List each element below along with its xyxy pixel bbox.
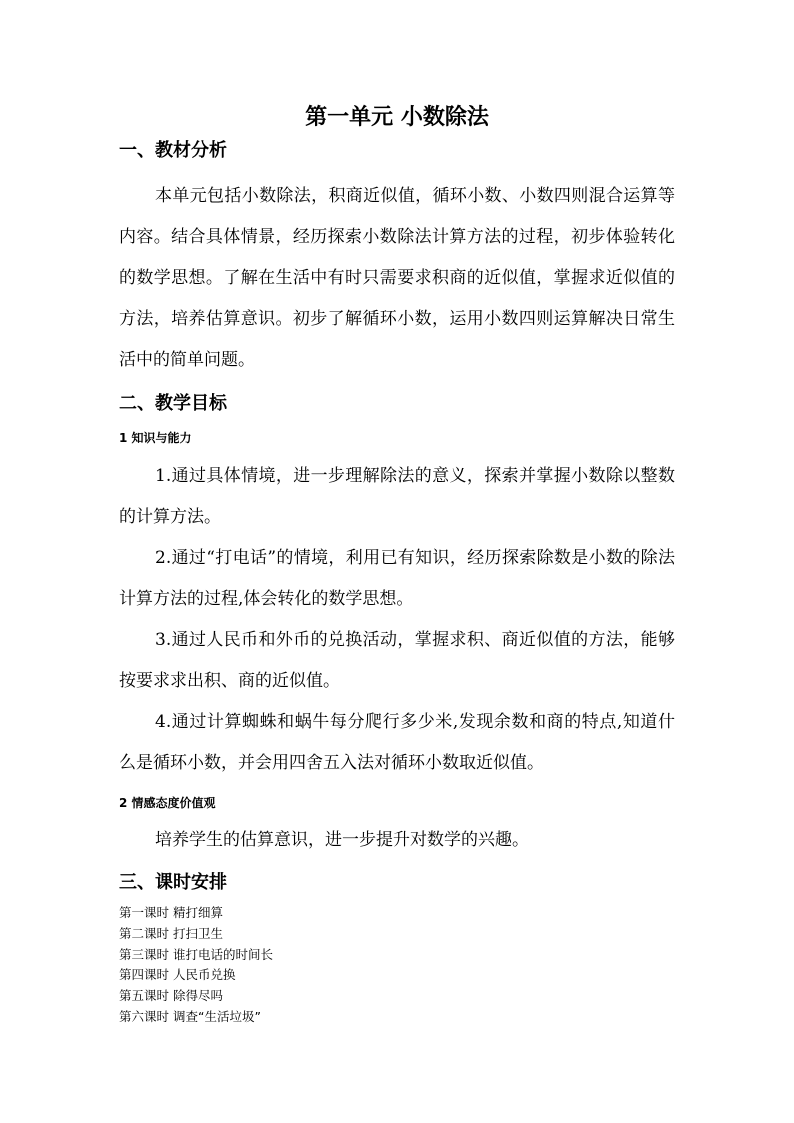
subheading-knowledge-ability: 1 知识与能力: [119, 431, 192, 445]
lesson-item: 第六课时 调查“生活垃圾”: [119, 1008, 261, 1024]
lesson-list: [119, 903, 273, 1028]
lesson-item: 第一课时 精打细算: [119, 905, 223, 920]
attitude-paragraph: 培养学生的估算意识，进一步提升对数学的兴趣。: [155, 830, 529, 850]
lesson-item: 第二课时 打扫卫生: [119, 925, 223, 941]
goal-item-3: 3.通过人民币和外币的兑换活动，掌握求积、商近似值的方法，能够按要求求出积、商的近似值。: [119, 630, 675, 691]
section-heading-analysis: 一、教材分析: [119, 140, 227, 161]
lesson-item: 第四课时 人民币兑换: [119, 967, 236, 983]
goal-item-4: 4.通过计算蜘蛛和蜗牛每分爬行多少米,发现余数和商的特点,知道什么是循环小数，并会用四舍五入法对循环小数取近似值。: [119, 712, 675, 773]
goal-item-2: 2.通过“打电话”的情境，利用已有知识，经历探索除数是小数的除法计算方法的过程,体会转化的数学思想。: [119, 548, 675, 609]
lesson-item: 第三课时 谁打电话的时间长: [119, 946, 273, 962]
page-title: 第一单元 小数除法: [305, 105, 489, 130]
section-heading-goals: 二、教学目标: [119, 393, 227, 414]
section-heading-schedule: 三、课时安排: [119, 872, 227, 893]
analysis-paragraph: 本单元包括小数除法，积商近似值，循环小数、小数四则混合运算等内容。结合具体情景，经历探索小数除法计算方法的过程，初步体验转化的数学思想。了解在生活中有时只需要求积商的近似值，掌握求近似值的方法，培养估算意识。初步了解循环小数，运用小数四则运算解决日常生活中的简单问题。: [119, 186, 675, 370]
subheading-attitude-values: 2 情感态度价值观: [119, 796, 216, 810]
goal-item-1: 1.通过具体情境，进一步理解除法的意义，探索并掌握小数除以整数的计算方法。: [119, 466, 675, 527]
lesson-item: 第五课时 除得尽吗: [119, 988, 223, 1004]
